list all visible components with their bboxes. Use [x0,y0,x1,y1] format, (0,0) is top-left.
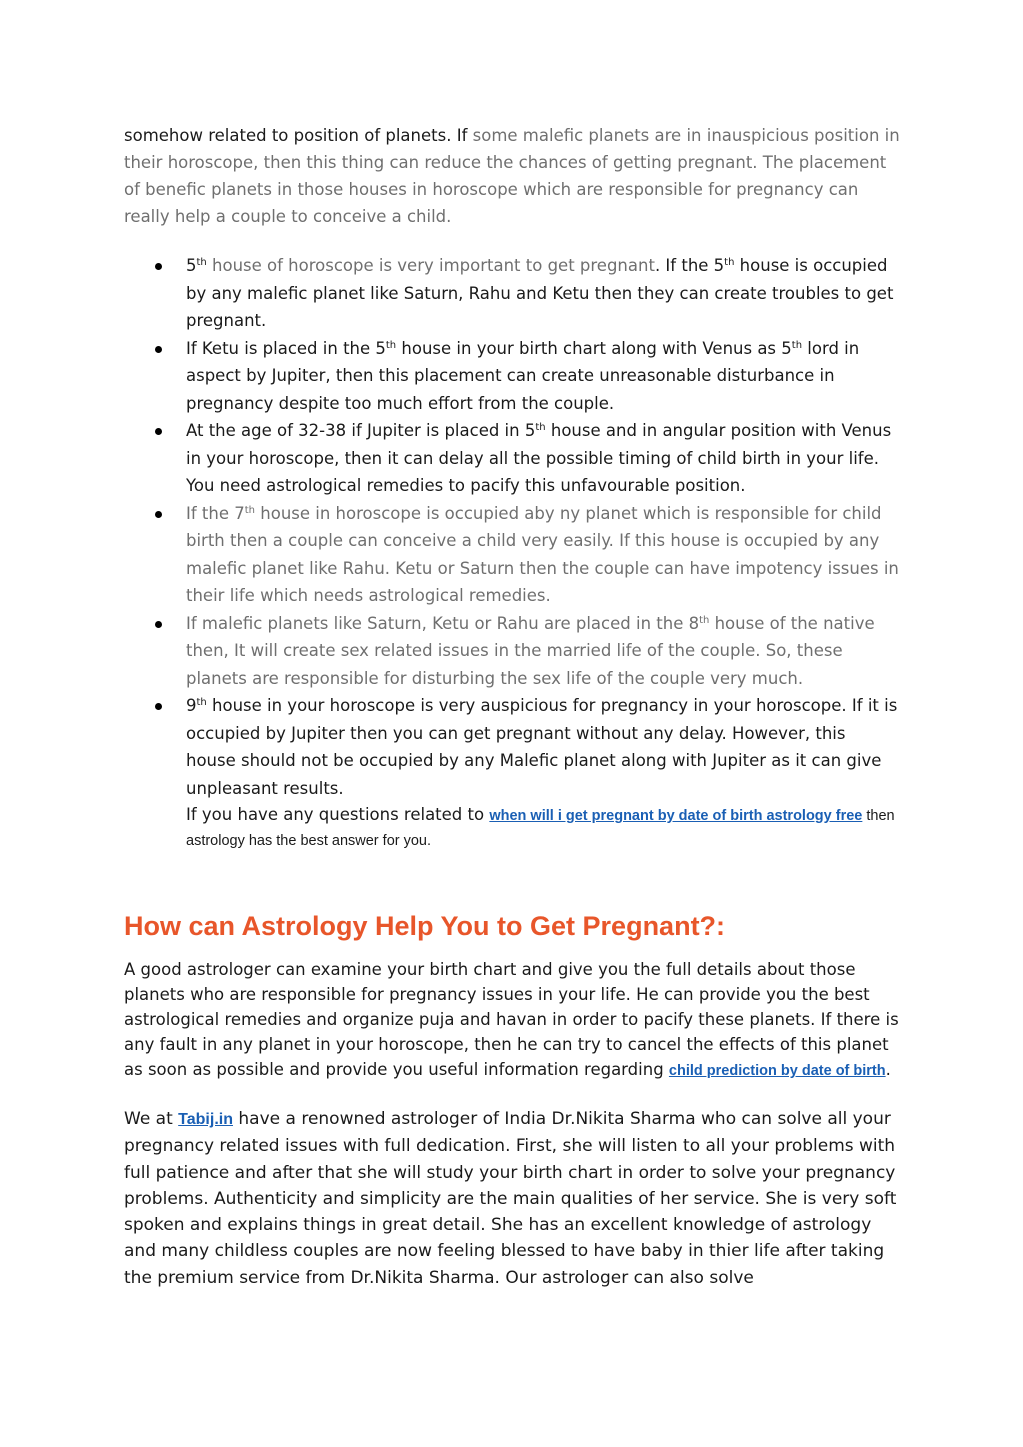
superscript: th [535,422,546,433]
list-item [124,252,900,335]
list-item [124,610,900,693]
list-item [124,692,900,802]
bullet-dot-icon [155,263,162,270]
pregnancy-astrology-link[interactable]: when will i get pregnant by date of birth astrology free [489,808,863,824]
tabij-paragraph [124,1106,900,1291]
child-prediction-link[interactable]: child prediction by date of birth [668,1063,886,1079]
list-item [124,500,900,610]
superscript: th [791,339,803,351]
note-text: If you have any questions related to [186,805,490,824]
intro-gray-text: some malefic planets are in inauspicious position in their horoscope, then this thing can reduce the chances of getting pregnant. The placement of benefic planets in those houses in horoscope which are responsible for pregnancy can really help a couple to conceive a child. [124,126,900,226]
bullet-text: If Ketu is placed in the 5 [186,338,386,358]
bullet-gray-text: house of horoscope is very important to get pregnant [206,256,655,275]
astrologer-paragraph [124,957,900,1082]
intro-dark-text: somehow related to position of planets. If [124,126,473,145]
bullet-dot-icon [155,511,162,518]
bullet-text: house is occupied by any malefic planet like Saturn, Rahu and Ketu then they can create troubles to get pregnant. [186,256,894,330]
list-item [124,335,900,418]
tabij-link[interactable]: Tabij.in [178,1111,233,1128]
superscript: th [699,614,710,626]
bullet-list [124,252,900,802]
bullet-dot-icon [155,703,162,710]
bullet-text: house in horoscope is occupied aby ny planet which is responsible for child birth then a couple can conceive a child very easily. If this house is occupied by any malefic planet like Rahu. Ketu or Saturn then the couple can have impotency issues in their life which needs astrological remedies. [186,503,899,605]
superscript: th [724,257,735,268]
paragraph-end: . [885,1060,891,1079]
bullet-dot-icon [155,346,162,353]
bullet-text: . If the 5 [654,256,725,275]
bullet-text: house in your horoscope is very auspicious for pregnancy in your horoscope. If it is occupied by Jupiter then you can get pregnant without any delay. However, this house should not be occupied by any Malefic planet along with Jupiter as it can give unpleasant results. [186,696,898,798]
bullet-text: house and in angular position with Venus in your horoscope, then it can delay all the possible timing of child birth in your life. You need astrological remedies to pacify this unfavourable position. [186,421,892,495]
bullet-text: 5 [186,256,197,275]
list-item [124,417,900,500]
paragraph-text: have a renowned astrologer of India Dr.Nikita Sharma who can solve all your pregnancy related issues with full dedication. First, she will listen to all your problems with full patience and after that she will study your birth chart in order to solve your pregnancy problems. Authenticity and simplicity are the main qualities of her service. She is very soft spoken and explains things in great detail. She has an excellent knowledge of astrology and many childless couples are now feeling blessed to have baby in thier life after taking the premium service from Dr.Nikita Sharma. Our astrologer can also solve [124,1109,897,1288]
section-heading: How can Astrology Help You to Get Pregnant?: [124,911,726,941]
paragraph-text: We at [124,1109,179,1129]
bullet-text: If malefic planets like Saturn, Ketu or Rahu are placed in the 8 [186,613,700,633]
bullet-dot-icon [155,428,162,435]
superscript: th [385,339,397,351]
paragraph-text: A good astrologer can examine your birth chart and give you the full details about those planets who are responsible for pregnancy issues in your life. He can provide you the best astrological remedies and organize puja and havan in order to pacify these planets. If there is any fault in any planet in your horoscope, then he can try to cancel the effects of this planet as soon as possible and provide you useful information regarding [124,960,899,1079]
bullet-text: At the age of 32-38 if Jupiter is placed in 5 [186,421,536,440]
bullet-text: lord in aspect by Jupiter, then this placement can create unreasonable disturbance in pregnancy despite too much effort from the couple. [186,338,860,413]
bullet-dot-icon [155,621,162,628]
page-content [124,122,900,1291]
intro-paragraph [124,122,900,230]
superscript: th [244,504,256,516]
bullet-text: 9 [186,696,197,715]
superscript: th [196,257,207,268]
note-suffix-text: then astrology has the best answer for you. [186,808,895,849]
superscript: th [196,697,207,708]
question-note [124,803,900,853]
bullet-text: house in your birth chart along with Venus as 5 [396,338,792,358]
bullet-text: house of the native then, It will create sex related issues in the married life of the couple. So, these planets are responsible for disturbing the sex life of the couple very much. [186,613,875,688]
bullet-text: If the 7 [186,503,245,523]
